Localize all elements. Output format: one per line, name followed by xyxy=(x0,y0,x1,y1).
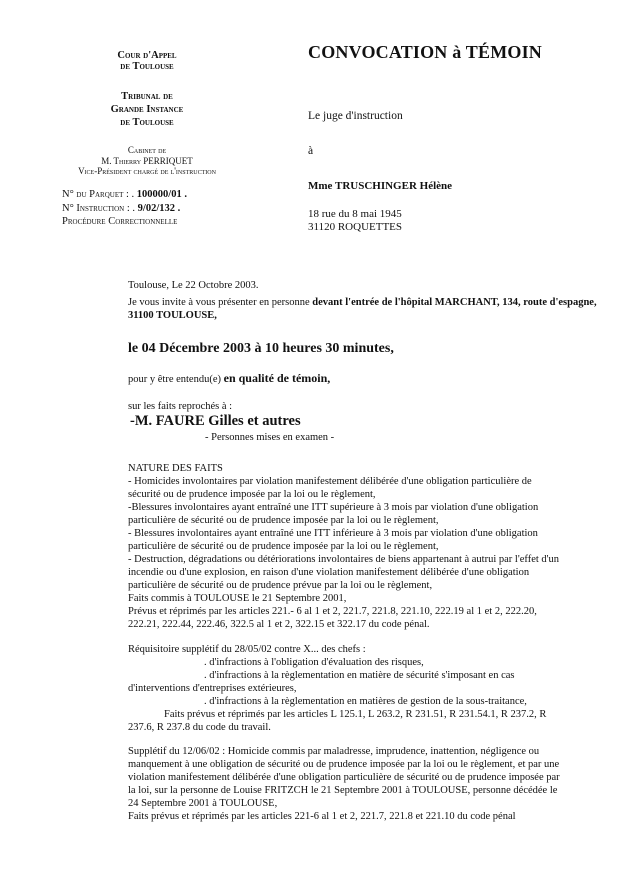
cabinet-info: Cabinet de M. Thierry PERRIQUET Vice-Président chargé de l'instruction xyxy=(78,145,216,176)
list-item: particulière de sécurité ou de prudence imposée par la loi ou le règlement, xyxy=(128,541,439,552)
list-item: Réquisitoire supplétif du 28/05/02 contre X... des chefs : xyxy=(128,644,366,655)
list-item: - Blessures involontaires ayant entraîné une ITT inférieure à 3 mois par violation d'une obligation xyxy=(128,528,538,539)
nature-des-faits xyxy=(128,462,598,631)
requisitoire-suppletif xyxy=(128,643,598,734)
list-item: . d'infractions à l'obligation d'évaluation des risques, xyxy=(204,657,424,668)
parquet-number: N° du Parquet : . 100000/01 . xyxy=(62,189,187,200)
list-item: Supplétif du 12/06/02 : Homicide commis par maladresse, imprudence, inattention, négligence ou xyxy=(128,746,540,757)
suppletif-12-06-02 xyxy=(128,745,598,823)
list-item: Faits prévus et réprimés par les articles 221-6 al 1 et 2, 221.7, 221.8 et 221.10 du code pénal xyxy=(128,811,516,822)
list-item: Faits prévus et réprimés par les articles L 125.1, L 263.2, R 231.51, R 231.54.1, R 237.2, R xyxy=(164,709,547,720)
facts-intro: sur les faits reprochés à : xyxy=(128,401,233,412)
tribunal-name: Tribunal de Grande Instance de Toulouse xyxy=(110,91,184,128)
recipient-name: Mme TRUSCHINGER Hélène xyxy=(308,180,453,192)
list-item: particulière de sécurité ou de prudence imposée par la loi ou le règlement, xyxy=(128,515,439,526)
procedure-type: Procédure Correctionnelle xyxy=(62,216,178,227)
sender: Le juge d'instruction xyxy=(308,110,403,122)
document-title: CONVOCATION à TÉMOIN xyxy=(308,42,542,62)
list-item: Faits commis à TOULOUSE le 21 Septembre 2001, xyxy=(128,593,347,604)
list-item: 222.21, 222.44, 222.46, 322.5 al 1 et 2, 322.15 et 322.17 du code pénal. xyxy=(128,619,430,630)
court-header xyxy=(52,50,242,177)
court-name: Cour d'Appel de Toulouse xyxy=(117,50,177,72)
to-marker: à xyxy=(308,145,314,157)
list-item: - Homicides involontaires par violation manifestement délibérée d'une obligation particulière de xyxy=(128,476,532,487)
accused-name: -M. FAURE Gilles et autres xyxy=(130,413,301,429)
list-item: manquement à une obligation de sécurité ou de prudence imposée par la loi ou le règlement, et par une xyxy=(128,759,560,770)
list-item: incendie ou d'une explosion, en raison d'une violation manifestement délibérée d'une obligation xyxy=(128,567,530,578)
list-item: la loi, sur la personne de Louise FRITZCH le 21 Septembre 2001 à TOULOUSE, personne décédée le xyxy=(128,785,558,796)
list-item: - Destruction, dégradations ou détériorations involontaires de biens appartenant à autrui par l'effet d'un xyxy=(128,554,560,565)
list-item: . d'infractions à la règlementation en matière de sécurité s'imposant en cas xyxy=(204,670,515,681)
appointment-datetime: le 04 Décembre 2003 à 10 heures 30 minutes, xyxy=(128,341,394,356)
case-references xyxy=(62,188,187,229)
list-item: violation manifestement délibérée d'une obligation particulière de sécurité ou de prudence imposée par xyxy=(128,772,560,783)
list-item: -Blessures involontaires ayant entraîné une ITT supérieure à 3 mois par violation d'une obligation xyxy=(128,502,539,513)
list-item: d'interventions d'entreprises extérieures, xyxy=(128,683,297,694)
recipient-address: 18 rue du 8 mai 1945 31120 ROQUETTES xyxy=(308,208,403,233)
list-item: sécurité ou de prudence imposée par la loi ou le règlement, xyxy=(128,489,376,500)
witness-quality: pour y être entendu(e) en qualité de témoin, xyxy=(128,371,331,385)
list-item: Prévus et réprimés par les articles 221.- 6 al 1 et 2, 221.7, 221.8, 221.10, 222.19 al 1 et 2, 222.20, xyxy=(128,606,537,617)
list-item: 24 Septembre 2001 à TOULOUSE, xyxy=(128,798,278,809)
invitation-text: Je vous invite à vous présenter en personne devant l'entrée de l'hôpital MARCHANT, 134, route d'espagne, 31100 TOULOUSE, xyxy=(128,297,597,321)
instruction-number: N° Instruction : . 9/02/132 . xyxy=(62,202,181,214)
accused-status: - Personnes mises en examen - xyxy=(205,432,335,443)
list-item: . d'infractions à la règlementation en matières de gestion de la sous-traitance, xyxy=(204,696,527,707)
section-title: NATURE DES FAITS xyxy=(128,463,223,474)
list-item: 237.6, R 237.8 du code du travail. xyxy=(128,722,271,733)
list-item: particulière de sécurité ou de prudence prévue par la loi ou le règlement, xyxy=(128,580,433,591)
date-line: Toulouse, Le 22 Octobre 2003. xyxy=(128,280,259,291)
